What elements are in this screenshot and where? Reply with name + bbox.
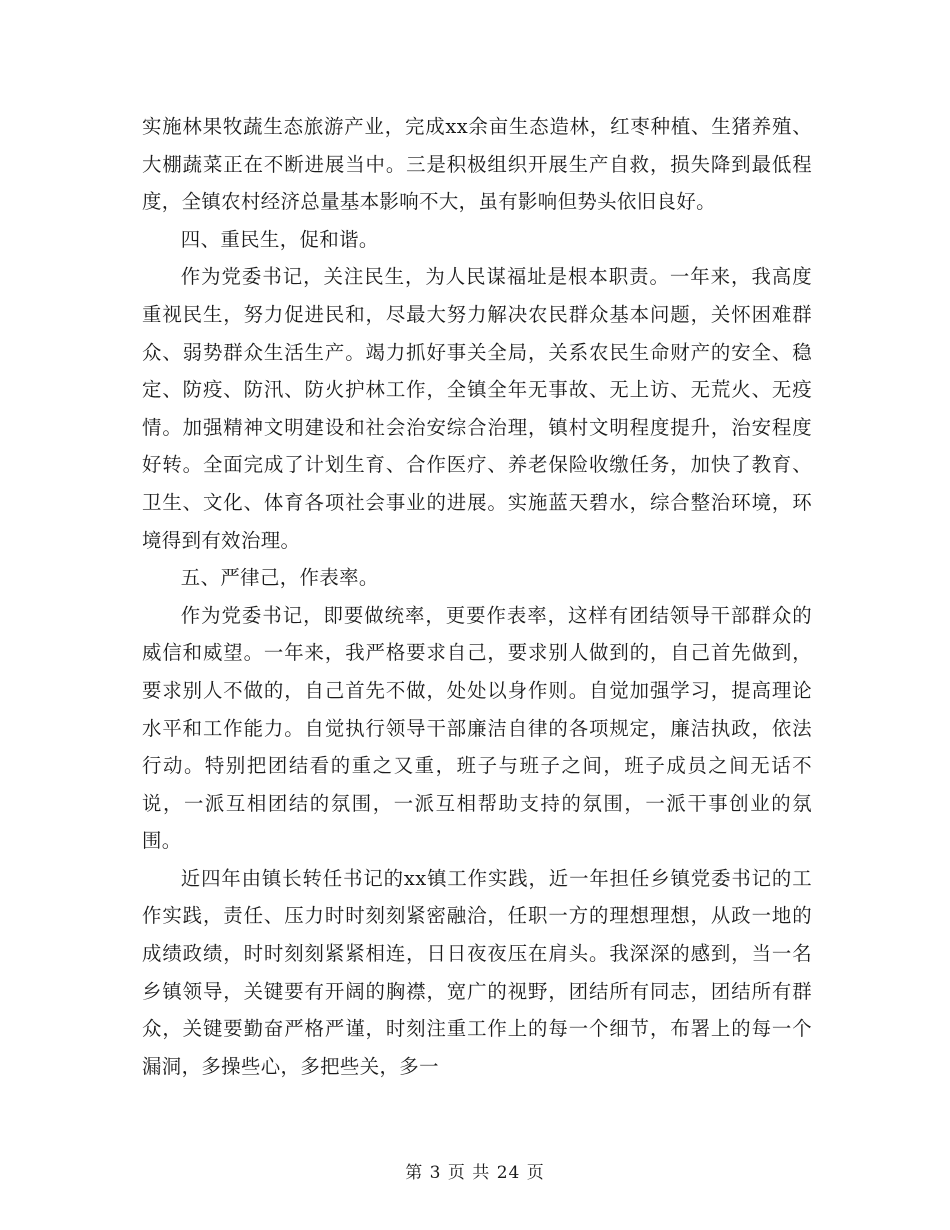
paragraph-3: 作为党委书记，关注民生，为人民谋福址是根本职责。一年来，我高度重视民生，努力促进民和，尽最大努力解决农民群众基本问题，关怀困难群众、弱势群众生活生产。竭力抓好事关全局，关系农民生命财产的安全、稳定、防疫、防汛、防火护林工作，全镇全年无事故、无上访、无荒火、无疫情。加强精神文明建设和社会治安综合治理，镇村文明程度提升，治安程度好转。全面完成了计划生育、合作医疗、养老保险收缴任务，加快了教育、卫生、文化、体育各项社会事业的进展。实施蓝天碧水，综合整治环境，环境得到有效治理。: [142, 265, 812, 552]
paragraph-5: 作为党委书记，即要做统率，更要作表率，这样有团结领导干部群众的威信和威望。一年来，我严格要求自己，要求别人做到的，自己首先做到，要求别人不做的，自己首先不做，处处以身作则。自觉加强学习，提高理论水平和工作能力。自觉执行领导干部廉洁自律的各项规定，廉洁执政，依法行动。特别把团结看的重之又重，班子与班子之间，班子成员之间无话不说，一派互相团结的氛围，一派互相帮助支持的氛围，一派干事创业的氛围。: [142, 603, 812, 853]
section-heading-4: 四、重民生，促和谐。: [180, 227, 379, 251]
paragraph-1: 实施林果牧蔬生态旅游产业，完成xx余亩生态造林，红枣种植、生猪养殖、大棚蔬菜正在不断进展当中。三是积极组织开展生产自救，损失降到最低程度，全镇农村经济总量基本影响不大，虽有影响但势头依旧良好。: [142, 115, 812, 214]
page-footer: 第 3 页 共 24 页: [405, 1163, 545, 1183]
document-body: [142, 108, 812, 1085]
section-heading-5: 五、严律己，作表率。: [180, 566, 379, 590]
paragraph-6: 近四年由镇长转任书记的xx镇工作实践，近一年担任乡镇党委书记的工作实践，责任、压力时时刻刻紧密融洽，任职一方的理想理想，从政一地的成绩政绩，时时刻刻紧紧相连，日日夜夜压在肩头。我深深的感到，当一名乡镇领导，关键要有开阔的胸襟，宽广的视野，团结所有同志，团结所有群众，关键要勤奋严格严谨，时刻注重工作上的每一个细节，布署上的每一个漏洞，多操些心，多把些关，多一: [142, 866, 812, 1078]
